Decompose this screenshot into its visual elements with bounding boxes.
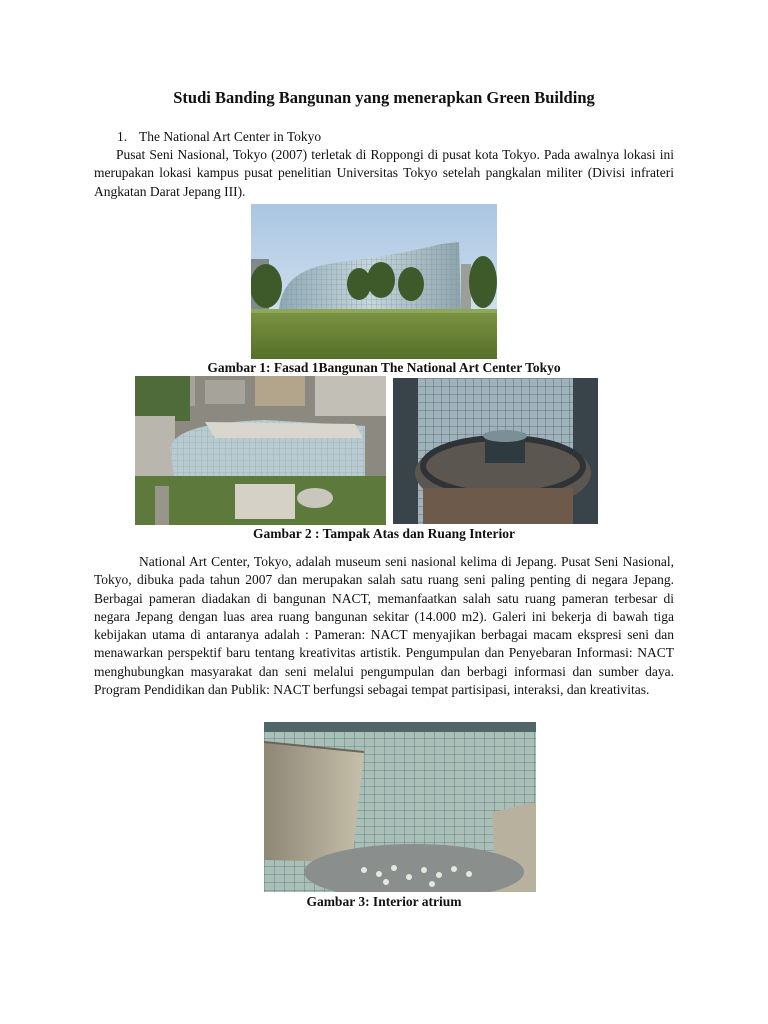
interior-view-photo [393,378,598,524]
description-paragraph: National Art Center, Tokyo, adalah museum seni nasional kelima di Jepang. Pusat Seni Nasional, Tokyo, dibuka pada tahun 2007 dan merupakan salah satu ruang seni paling penting di negara Jepang. Berbagai pameran diadakan di bangunan NACT, memanfaatkan salah satu ruang pameran terbesar di negara Jepang dengan luas area ruang bangunan sekitar (14.000 m2). Galeri ini bekerja di bawah tiga kebijakan utama di antaranya adalah : Pameran: NACT menyajikan berbagai macam ekspresi seni dan menawarkan perspektif baru tentang kreativitas artistik. Pengumpulan dan Penyebaran Informasi: NACT menghubungkan masyarakat dan seni melalui pengumpulan dan berbagi informasi dan sumber daya. Program Pendidikan dan Publik: NACT berfungsi sebagai tempat partisipasi, interaksi, dan kreativitas. [94,554,674,698]
section-number: 1. [117,129,128,144]
aerial-view-photo [135,376,386,525]
section-title: The National Art Center in Tokyo [139,129,322,144]
atrium-photo [264,722,536,892]
figure1-caption: Gambar 1: Fasad 1Bangunan The National Art Center Tokyo [207,360,561,375]
document-title: Studi Banding Bangunan yang menerapkan Green Building [173,88,595,107]
figure3-caption: Gambar 3: Interior atrium [306,894,462,909]
figure2-caption: Gambar 2 : Tampak Atas dan Ruang Interior [253,526,515,541]
section-heading [117,129,321,145]
facade-photo [251,204,497,359]
intro-paragraph: Pusat Seni Nasional, Tokyo (2007) terletak di Roppongi di pusat kota Tokyo. Pada awalnya lokasi ini merupakan lokasi kampus pusat penelitian Universitas Tokyo setelah pangkalan militer (Divisi infrateri Angkatan Darat Jepang III). [94,147,674,199]
